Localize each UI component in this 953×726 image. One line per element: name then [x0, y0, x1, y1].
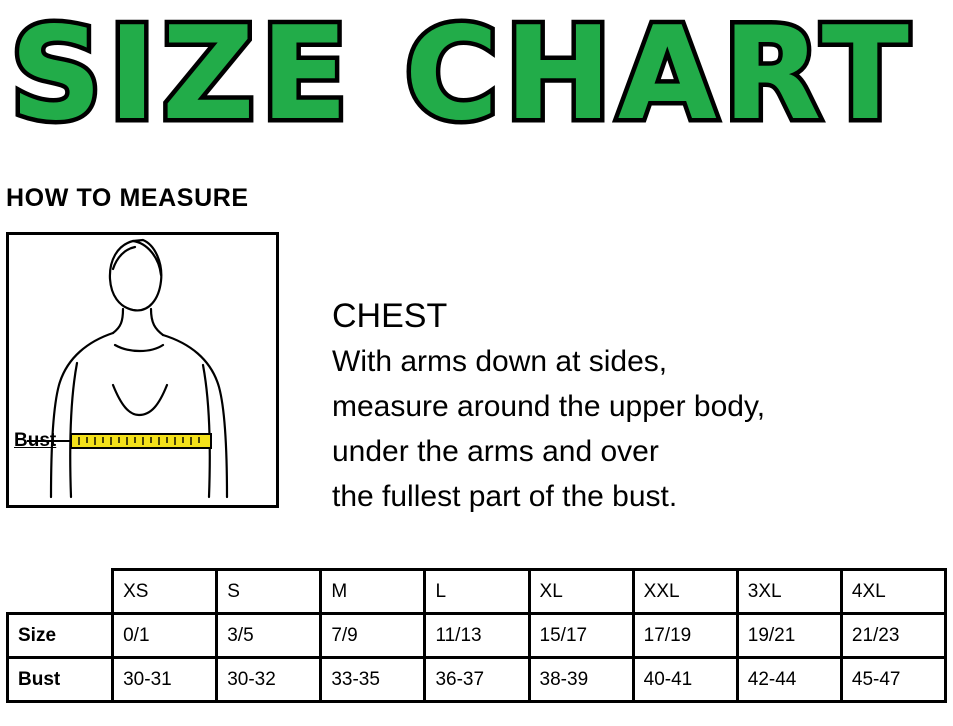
- chest-line-4: the fullest part of the bust.: [332, 480, 678, 513]
- female-torso-illustration: [9, 235, 276, 505]
- table-header-row: [8, 570, 946, 614]
- column-header-m: M: [321, 570, 425, 614]
- table-row: [8, 658, 946, 702]
- cell-bust-m: 33-35: [321, 658, 425, 702]
- column-header-xl: XL: [529, 570, 633, 614]
- cell-size-xs: 0/1: [113, 614, 217, 658]
- chest-line-2: measure around the upper body,: [332, 390, 766, 423]
- table-row: [8, 614, 946, 658]
- row-label-size: Size: [8, 614, 113, 658]
- table-corner-cell: [8, 570, 113, 614]
- cell-bust-xxl: 40-41: [633, 658, 737, 702]
- column-header-xs: XS: [113, 570, 217, 614]
- column-header-3xl: 3XL: [737, 570, 841, 614]
- cell-bust-s: 30-32: [217, 658, 321, 702]
- how-to-measure-heading: HOW TO MEASURE: [6, 184, 249, 212]
- size-chart-table: [6, 568, 947, 703]
- chest-description: [332, 293, 932, 519]
- column-header-l: L: [425, 570, 529, 614]
- cell-bust-l: 36-37: [425, 658, 529, 702]
- cell-size-m: 7/9: [321, 614, 425, 658]
- column-header-s: S: [217, 570, 321, 614]
- page-title: [0, 0, 953, 150]
- chest-line-1: With arms down at sides,: [332, 345, 668, 378]
- measure-figure-box: [6, 232, 279, 508]
- cell-bust-4xl: 45-47: [841, 658, 945, 702]
- bust-label: Bust: [14, 430, 57, 451]
- chest-line-3: under the arms and over: [332, 435, 659, 468]
- cell-size-s: 3/5: [217, 614, 321, 658]
- cell-size-xxl: 17/19: [633, 614, 737, 658]
- row-label-bust: Bust: [8, 658, 113, 702]
- cell-size-3xl: 19/21: [737, 614, 841, 658]
- cell-bust-xs: 30-31: [113, 658, 217, 702]
- cell-size-l: 11/13: [425, 614, 529, 658]
- size-chart-title-art: [0, 0, 953, 150]
- chest-heading: CHEST: [332, 297, 448, 335]
- cell-size-4xl: 21/23: [841, 614, 945, 658]
- column-header-xxl: XXL: [633, 570, 737, 614]
- column-header-4xl: 4XL: [841, 570, 945, 614]
- cell-bust-xl: 38-39: [529, 658, 633, 702]
- cell-size-xl: 15/17: [529, 614, 633, 658]
- measuring-tape-icon: [71, 434, 211, 448]
- cell-bust-3xl: 42-44: [737, 658, 841, 702]
- title-text: SIZE CHART: [10, 0, 915, 149]
